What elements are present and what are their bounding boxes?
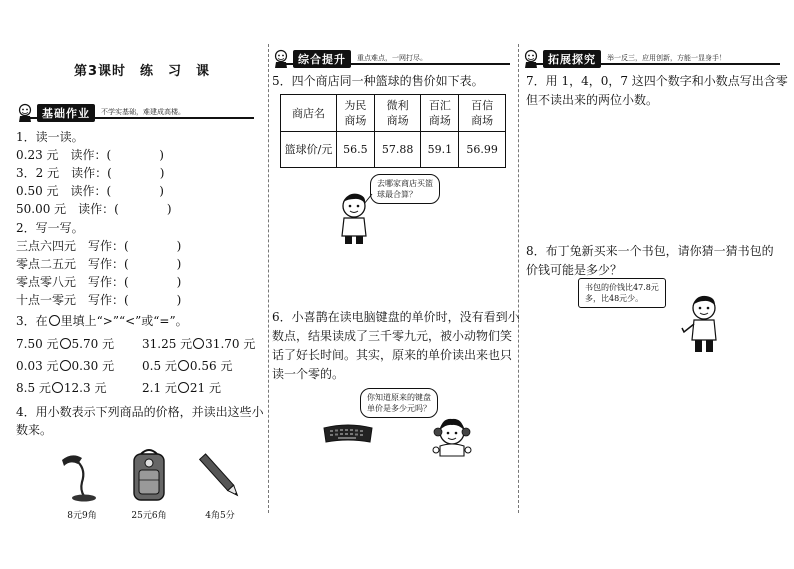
q3-compare: 7.50 元 5.70 元 <box>16 337 115 351</box>
section-motto: 不学实基础，难建成高楼。 <box>101 108 185 116</box>
speech-bubble: 书包的价钱比47.8元 多，比48元少。 <box>578 278 666 308</box>
q3-title: 3．在 里填上“>”“<”或“=”。 <box>16 314 188 328</box>
section-badge: 拓展探究 <box>543 50 601 68</box>
mascot-icon <box>16 103 34 123</box>
table-header-cell: 微利 商场 <box>374 95 421 132</box>
q2-item: 零点零八元 写作：( ) <box>16 275 182 289</box>
q2-item: 十点一零元 写作：( ) <box>16 293 182 307</box>
boy-pointing-cartoon-icon <box>680 292 726 356</box>
q7-line: 7．用 1，4，0，7 这四个数字和小数点写出含零 <box>526 74 788 88</box>
q8-line: 价钱可能是多少？ <box>526 263 623 277</box>
q4-line: 数来。 <box>16 423 53 437</box>
girl-cartoon-icon <box>428 414 476 458</box>
q3-compare: 31.25 元 31.70 元 <box>142 337 256 351</box>
column-divider <box>268 44 269 513</box>
q6-line: 数点，结果读成了三千零九元，被小动物们笑 <box>272 329 513 343</box>
q1-title: 1．读一读。 <box>16 130 84 144</box>
mascot-icon <box>522 49 540 69</box>
q1-item: 0.50 元 读作：( ) <box>16 184 164 198</box>
q2-item: 零点二五元 写作：( ) <box>16 257 182 271</box>
q3-compare: 0.03 元 0.30 元 <box>16 359 115 373</box>
desk-lamp-icon <box>58 450 102 504</box>
speech-bubble: 你知道原来的键盘 单价是多少元吗？ <box>360 388 438 418</box>
q1-item: 3．2 元 读作：( ) <box>16 166 165 180</box>
section-header-improve <box>272 48 510 70</box>
table-cell: 篮球价/元 <box>281 132 337 168</box>
blank-circle-icon[interactable] <box>193 338 204 349</box>
table-header-cell: 百汇 商场 <box>421 95 459 132</box>
speech-bubble: 去哪家商店买篮 球最合算？ <box>370 174 440 204</box>
section-header-explore <box>522 48 780 70</box>
section-motto: 举一反三，应用创新，方能一显身手！ <box>607 54 726 62</box>
q1-item: 50.00 元 读作：( ) <box>16 202 172 216</box>
table-row <box>281 95 506 132</box>
section-motto: 重点难点，一网打尽。 <box>357 54 427 62</box>
q2-title: 2．写一写。 <box>16 221 84 235</box>
q2-item: 三点六四元 写作：( ) <box>16 239 182 253</box>
q3-compare: 8.5 元 12.3 元 <box>16 381 107 395</box>
blank-circle-icon[interactable] <box>178 382 189 393</box>
q3-compare: 2.1 元 21 元 <box>142 381 221 395</box>
table-cell: 59.1 <box>421 132 459 168</box>
blank-circle-icon[interactable] <box>178 360 189 371</box>
q8-line: 8．布丁兔新买来一个书包，请你猜一猜书包的 <box>526 244 774 258</box>
q5-title: 5．四个商店同一种篮球的售价如下表。 <box>272 74 484 88</box>
blank-circle-icon[interactable] <box>60 338 71 349</box>
table-row <box>281 132 506 168</box>
q1-item: 0.23 元 读作：( ) <box>16 148 164 162</box>
lesson-title: 第3课时 练 习 课 <box>74 64 211 79</box>
price-caption: 8元9角 <box>67 511 97 521</box>
column-right <box>522 38 788 517</box>
column-divider <box>518 44 519 513</box>
pencil-icon <box>198 448 242 504</box>
q7-line: 但不读出来的两位小数。 <box>526 93 659 107</box>
section-badge: 综合提升 <box>293 50 351 68</box>
q4-line: 4．用小数表示下列商品的价格，并读出这些小 <box>16 405 264 419</box>
blank-circle-icon[interactable] <box>60 360 71 371</box>
q6-line: 话了好长时间。其实，原来的单价读出来也只 <box>272 348 513 362</box>
price-table <box>280 94 506 168</box>
blank-circle-icon[interactable] <box>52 382 63 393</box>
table-header-cell: 为民 商场 <box>337 95 375 132</box>
column-middle <box>272 38 520 517</box>
backpack-icon <box>128 446 170 504</box>
q3-compare: 0.5 元 0.56 元 <box>142 359 233 373</box>
section-badge: 基础作业 <box>37 104 95 122</box>
blank-circle-icon[interactable] <box>49 315 60 326</box>
table-cell: 56.99 <box>459 132 506 168</box>
q6-line: 6．小喜鹊在读电脑键盘的单价时，没有看到小 <box>272 310 520 324</box>
table-cell: 57.88 <box>374 132 421 168</box>
price-caption: 4角5分 <box>205 511 235 521</box>
table-header-cell: 百信 商场 <box>459 95 506 132</box>
column-left <box>16 38 264 521</box>
mascot-icon <box>272 49 290 69</box>
keyboard-icon <box>322 422 374 444</box>
table-cell: 56.5 <box>337 132 375 168</box>
price-caption: 25元6角 <box>131 511 167 521</box>
table-header-cell: 商店名 <box>281 95 337 132</box>
boy-cartoon-icon <box>334 190 374 246</box>
q6-line: 读一个零的。 <box>272 367 345 381</box>
section-header-basic <box>16 102 254 124</box>
